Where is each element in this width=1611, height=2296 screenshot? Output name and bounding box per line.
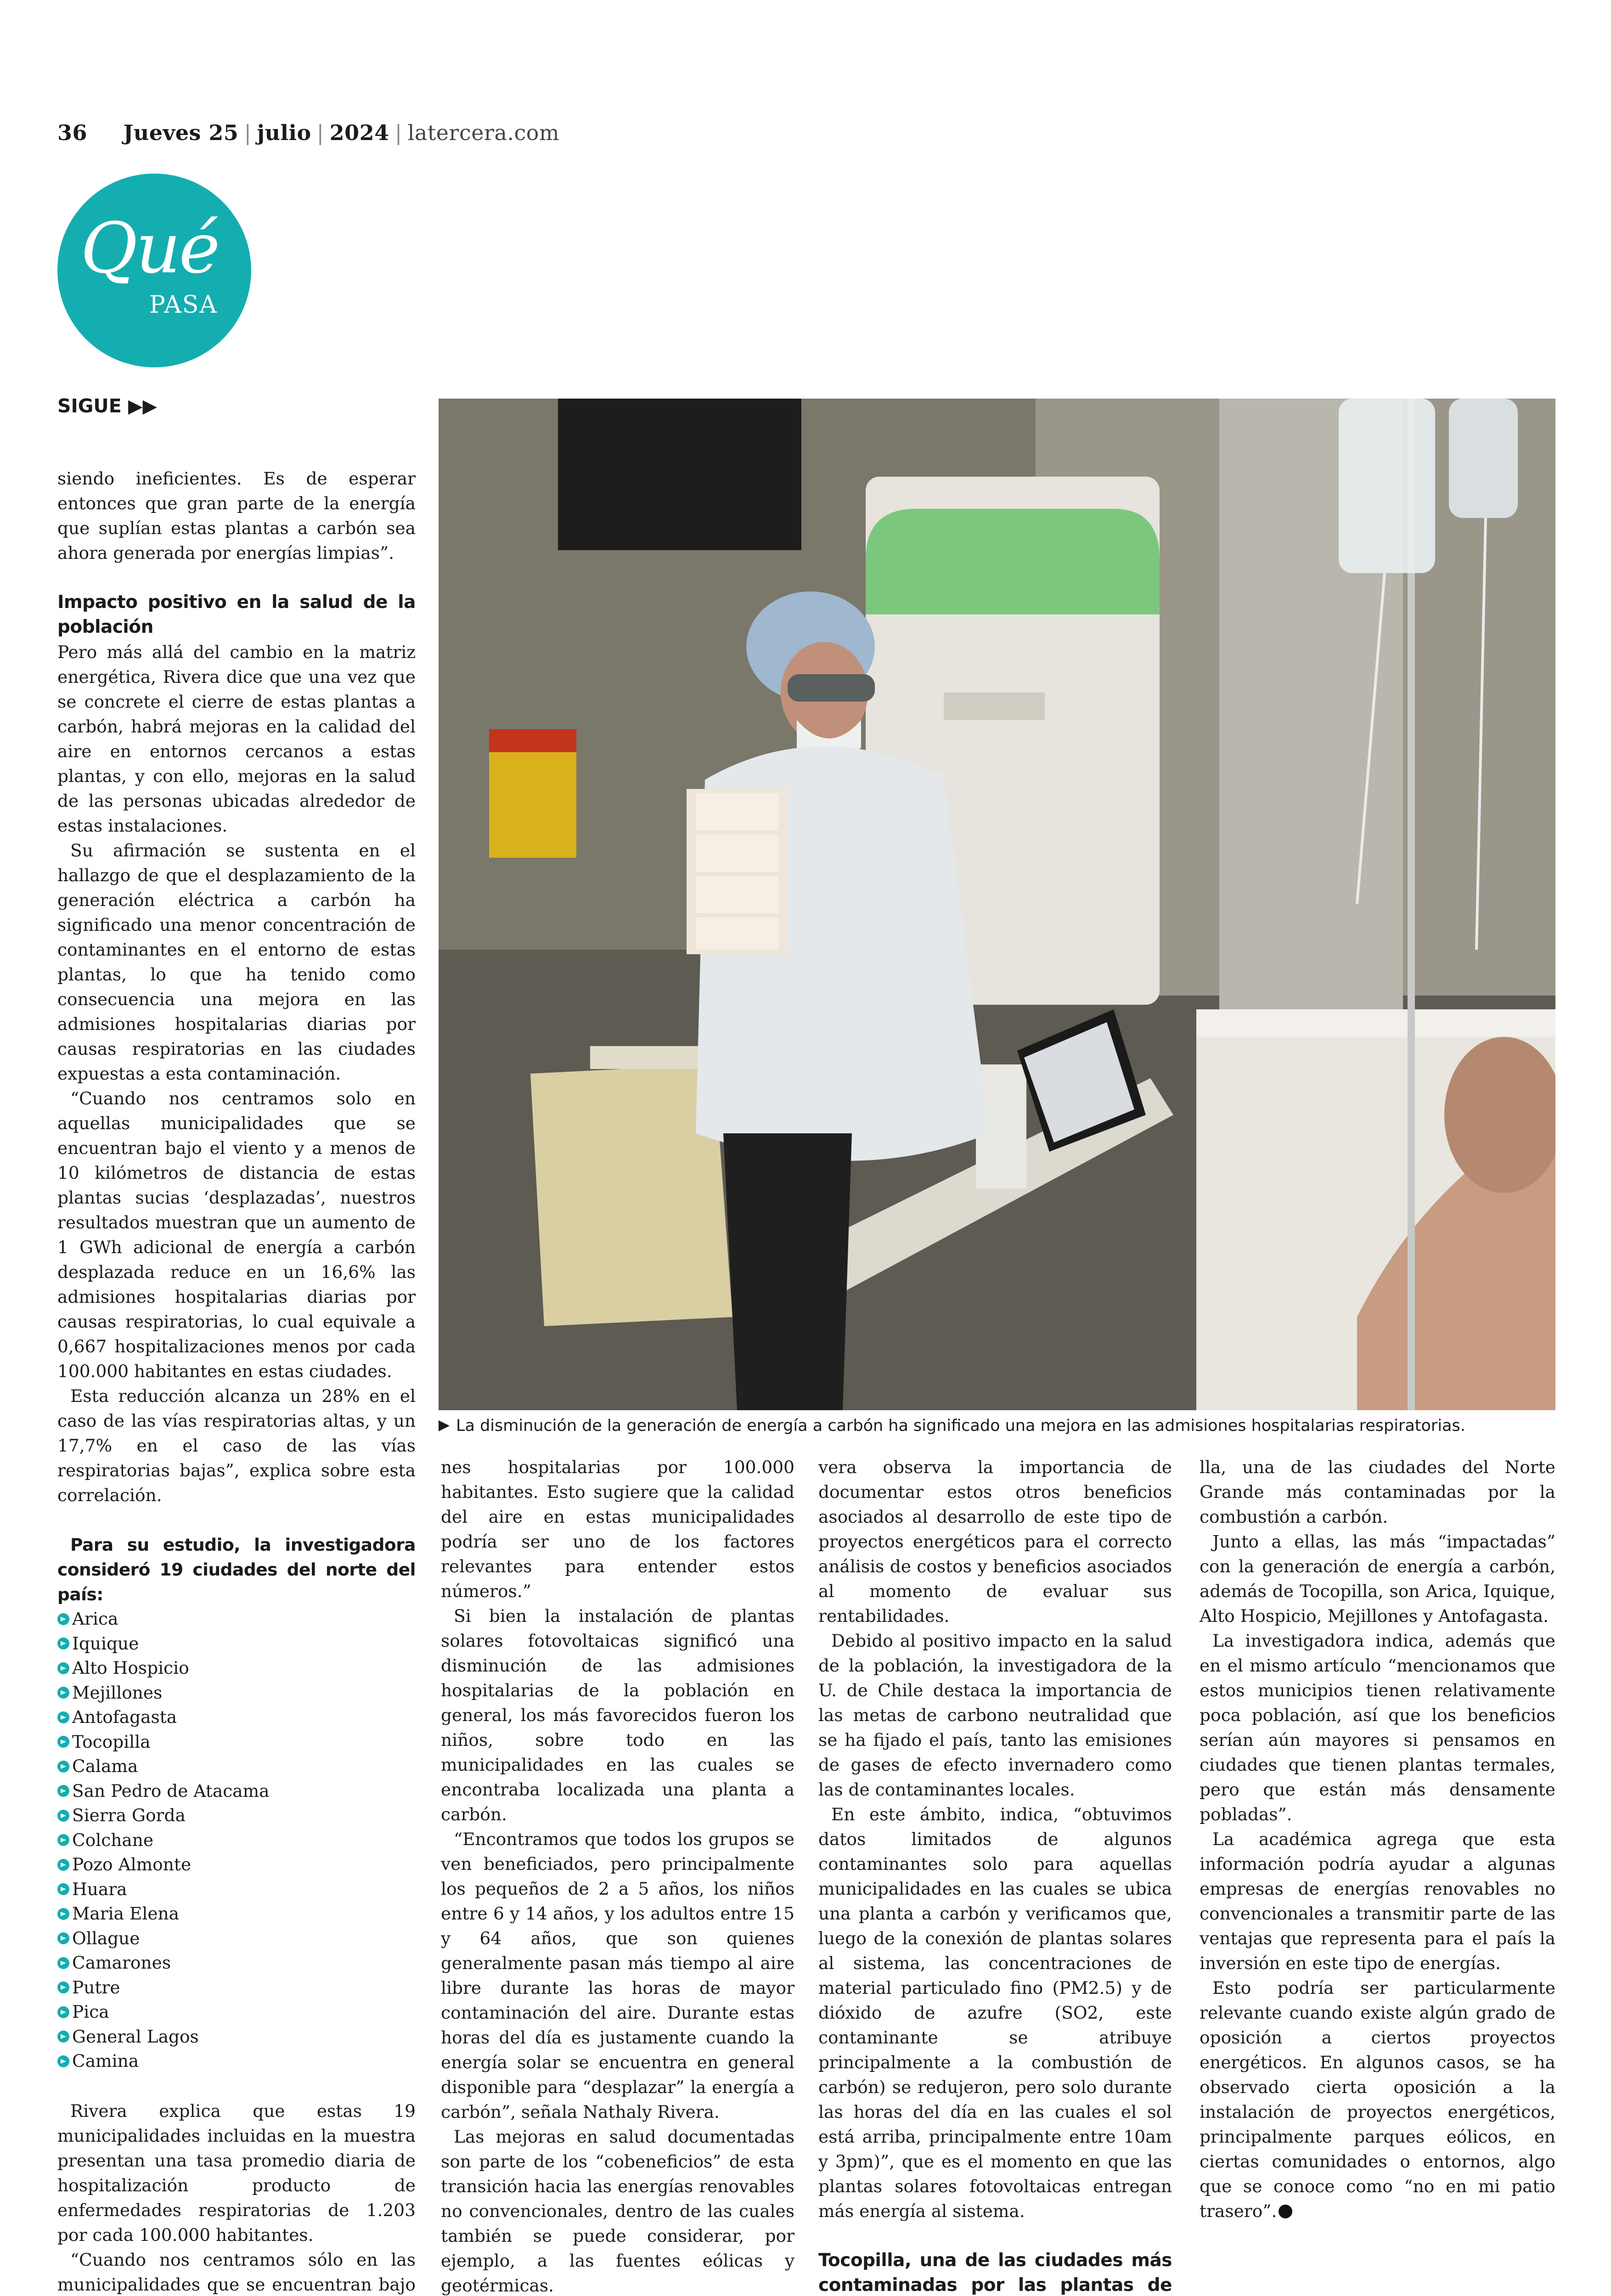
col1-paragraph-1: Pero más allá del cambio en la matriz energética, Rivera dice que una vez que se concrete el cierre de estas plantas a carbón, habrá mejoras en la calidad del aire en entornos cercanos a estas plantas, y con ello, mejoras en la salud de las personas ubicadas alrededor de estas instalaciones.: [57, 640, 416, 838]
bullet-arrow-icon: [57, 1883, 69, 1895]
hospital-scene-image: [439, 399, 1555, 1410]
bullet-arrow-icon: [57, 1932, 69, 1944]
cities-list-intro: Para su estudio, la investigadora consideró 19 ciudades del norte del país:: [57, 1532, 416, 1607]
end-of-article-icon: [1279, 2205, 1292, 2218]
col1-paragraph-6: “Cuando nos centramos sólo en las municipalidades que se encuentran bajo: [57, 2247, 416, 2296]
city-item: Antofagasta: [57, 1705, 416, 1730]
city-item: Camarones: [57, 1951, 416, 1975]
que-pasa-logo: [57, 174, 251, 367]
col1-paragraph-4: Esta reducción alcanza un 28% en el caso de las vías respiratorias altas, y un 17,7% en el caso de las vías respiratorias bajas”, explica sobre esta correlación.: [57, 1384, 416, 1508]
city-item: Tocopilla: [57, 1730, 416, 1755]
column-1: [57, 466, 416, 2296]
col1-paragraph-3: “Cuando nos centramos solo en aquellas municipalidades que se encuentran bajo el viento y a menos de 10 kilómetros de distancia de estas plantas sucias ‘desplazadas’, nuestros resultados muestran que un aumento de 1 GWh adicional de energía a carbón desplazada reduce en un 16,6% las admisiones hospitalarias diarias por causas respiratorias, lo cual equivale a 0,667 hospitalizaciones menos por cada 100.000 habitantes en estas ciudades.: [57, 1086, 416, 1384]
photo-caption: [439, 1415, 1555, 1436]
bullet-arrow-icon: [57, 1638, 69, 1649]
col4-paragraph-4: La académica agrega que esta información podría ayudar a algunas empresas de energías renovables no convencionales a transmitir parte de las ventajas que representa para el país la inversión en este tipo de energías.: [1200, 1827, 1555, 1975]
city-item: Mejillones: [57, 1681, 416, 1705]
city-item: Camina: [57, 2049, 416, 2074]
col2-paragraph-3: “Encontramos que todos los grupos se ven beneficiados, pero principalmente los pequeños de 2 a 5 años, los niños entre 6 y 14 años, y los adultos entre 15 y 64 años, que son quienes generalmente pasan más tiempo al aire libre durante las horas de mayor contaminación del aire. Durante estas horas del día es justamente cuando la energía solar se encuentra en general disponible para “desplazar” la energía a carbón”, señala Nathaly Rivera.: [441, 1827, 794, 2124]
city-item: Colchane: [57, 1828, 416, 1853]
bullet-arrow-icon: [57, 2031, 69, 2043]
page-header: 36 Jueves 25 | julio | 2024 | latercera.com: [57, 120, 559, 145]
city-item: Ollague: [57, 1926, 416, 1951]
column-4: [1200, 1455, 1555, 2223]
city-item: Pozo Almonte: [57, 1852, 416, 1877]
city-item: Arica: [57, 1607, 416, 1632]
bullet-arrow-icon: [57, 1859, 69, 1871]
city-item: Alto Hospicio: [57, 1656, 416, 1681]
col2-paragraph-2: Si bien la instalación de plantas solares fotovoltaicas significó una disminución de las admisiones hospitalarias de la población en general, los más favorecidos fueron los niños, sobre todo en las municipalidades en las cuales se encontraba localizada una planta a carbón.: [441, 1604, 794, 1827]
col1-intro-paragraph: siendo ineficientes. Es de esperar entonces que gran parte de la energía que suplían estas plantas a carbón sea ahora generada por energías limpias”.: [57, 466, 416, 565]
logo-pasa: PASA: [149, 291, 218, 319]
col3-paragraph-2: Debido al positivo impacto en la salud de la población, la investigadora de la U. de Chile destaca la importancia de las metas de carbono neutralidad que se ha fijado el país, tanto las emisiones de gases de efecto invernadero como las de contaminantes locales.: [818, 1628, 1172, 1802]
col3-paragraph-3: En este ámbito, indica, “obtuvimos datos limitados de algunos contaminantes solo para aquellas municipalidades en las cuales se ubica una planta a carbón y verificamos que, luego de la conexión de plantas solares al sistema, las concentraciones de material particulado fino (PM2.5) y de dióxido de azufre (SO2, este contaminante se atribuye principalmente a la combustión de carbón) se redujeron, pero solo durante las horas del día en las cuales el sol está arriba, principalmente entre 10am y 3pm)”, que es el momento en que las plantas solares fotovoltaicas entregan más energía al sistema.: [818, 1802, 1172, 2223]
bullet-arrow-icon: [57, 1736, 69, 1748]
bullet-arrow-icon: [57, 1785, 69, 1797]
hospital-photo: [439, 399, 1555, 1410]
city-item: Maria Elena: [57, 1902, 416, 1926]
col1-paragraph-2: Su afirmación se sustenta en el hallazgo de que el desplazamiento de la generación eléctrica a carbón ha significado una menor concentración de contaminantes en el entorno de estas plantas, lo que ha tenido como consecuencia una mejora en las admisiones hospitalarias diarias por causas respiratorias en las ciudades expuestas a esta contaminación.: [57, 838, 416, 1086]
bullet-arrow-icon: [57, 1957, 69, 1969]
col4-paragraph-2: Junto a ellas, las más “impactadas” con la generación de energía a carbón, además de Tocopilla, son Arica, Iquique, Alto Hospicio, Mejillones y Antofagasta.: [1200, 1529, 1555, 1628]
column-3: [818, 1455, 1172, 2296]
page-number: 36: [57, 120, 87, 145]
city-item: Sierra Gorda: [57, 1803, 416, 1828]
header-month: julio: [257, 120, 311, 145]
caption-text: La disminución de la generación de energía a carbón ha significado una mejora en las admisiones hospitalarias respiratorias.: [456, 1417, 1465, 1435]
bullet-arrow-icon: [57, 1908, 69, 1920]
city-item: General Lagos: [57, 2025, 416, 2049]
header-day: Jueves 25: [124, 120, 239, 145]
bullet-arrow-icon: [57, 1981, 69, 1993]
bullet-arrow-icon: [57, 2006, 69, 2018]
subhead-impacto: Impacto positivo en la salud de la población: [57, 590, 416, 640]
col2-paragraph-4: Las mejoras en salud documentadas son parte de los “cobeneficios” de esta transición hacia las energías renovables no convencionales, dentro de las cuales también se puede considerar, por ejemplo, a las fuentes eólicas y geotérmicas.: [441, 2124, 794, 2296]
bullet-arrow-icon: [57, 1613, 69, 1625]
bullet-arrow-icon: [57, 1834, 69, 1846]
city-item: Calama: [57, 1754, 416, 1779]
bullet-arrow-icon: [57, 1662, 69, 1674]
city-item: Pica: [57, 2000, 416, 2025]
bullet-arrow-icon: [57, 1810, 69, 1822]
city-item: Huara: [57, 1877, 416, 1902]
caption-arrow-icon: [439, 1420, 450, 1431]
subhead-tocopilla: Tocopilla, una de las ciudades más contaminadas por las plantas de: [818, 2248, 1172, 2296]
col4-paragraph-3: La investigadora indica, además que en el mismo artículo “mencionamos que estos municipios tienen relativamente poca población, así que los beneficios serían aún mayores si pensamos en ciudades que tienen plantas termales, pero que están más densamente pobladas”.: [1200, 1628, 1555, 1827]
bullet-arrow-icon: [57, 1711, 69, 1723]
city-item: Iquique: [57, 1632, 416, 1656]
col2-paragraph-1: nes hospitalarias por 100.000 habitantes. Esto sugiere que la calidad del aire en estas municipalidades podría ser uno de los factores relevantes para entender estos números.”: [441, 1455, 794, 1604]
logo-que: Qué: [80, 208, 218, 289]
bullet-arrow-icon: [57, 1687, 69, 1699]
sigue-label: SIGUE ▶▶: [57, 395, 157, 417]
city-item: Putre: [57, 1975, 416, 2000]
col4-paragraph-5: Esto podría ser particularmente relevante cuando existe algún grado de oposición a ciertos proyectos energéticos. En algunos casos, se ha observado cierta oposición a la instalación de proyectos energéticos, principalmente parques eólicos, en ciertas comunidades o entornos, algo que se conoce como “no en mi patio trasero”.: [1200, 1975, 1555, 2223]
header-year: 2024: [330, 120, 389, 145]
col1-paragraph-5: Rivera explica que estas 19 municipalidades incluidas en la muestra presentan una tasa promedio diaria de hospitalización producto de enfermedades respiratorias de 1.203 por cada 100.000 habitantes.: [57, 2099, 416, 2247]
bullet-arrow-icon: [57, 1761, 69, 1773]
city-item: San Pedro de Atacama: [57, 1779, 416, 1804]
header-site[interactable]: latercera.com: [408, 120, 559, 145]
cities-list: [57, 1607, 416, 2074]
col4-paragraph-1: lla, una de las ciudades del Norte Grande más contaminadas por la combustión a carbón.: [1200, 1455, 1555, 1529]
bullet-arrow-icon: [57, 2055, 69, 2067]
column-2: [441, 1455, 794, 2296]
col3-paragraph-1: vera observa la importancia de documentar estos otros beneficios asociados al desarrollo de este tipo de proyectos energéticos para el correcto análisis de costos y beneficios asociados al momento de evaluar sus rentabilidades.: [818, 1455, 1172, 1628]
